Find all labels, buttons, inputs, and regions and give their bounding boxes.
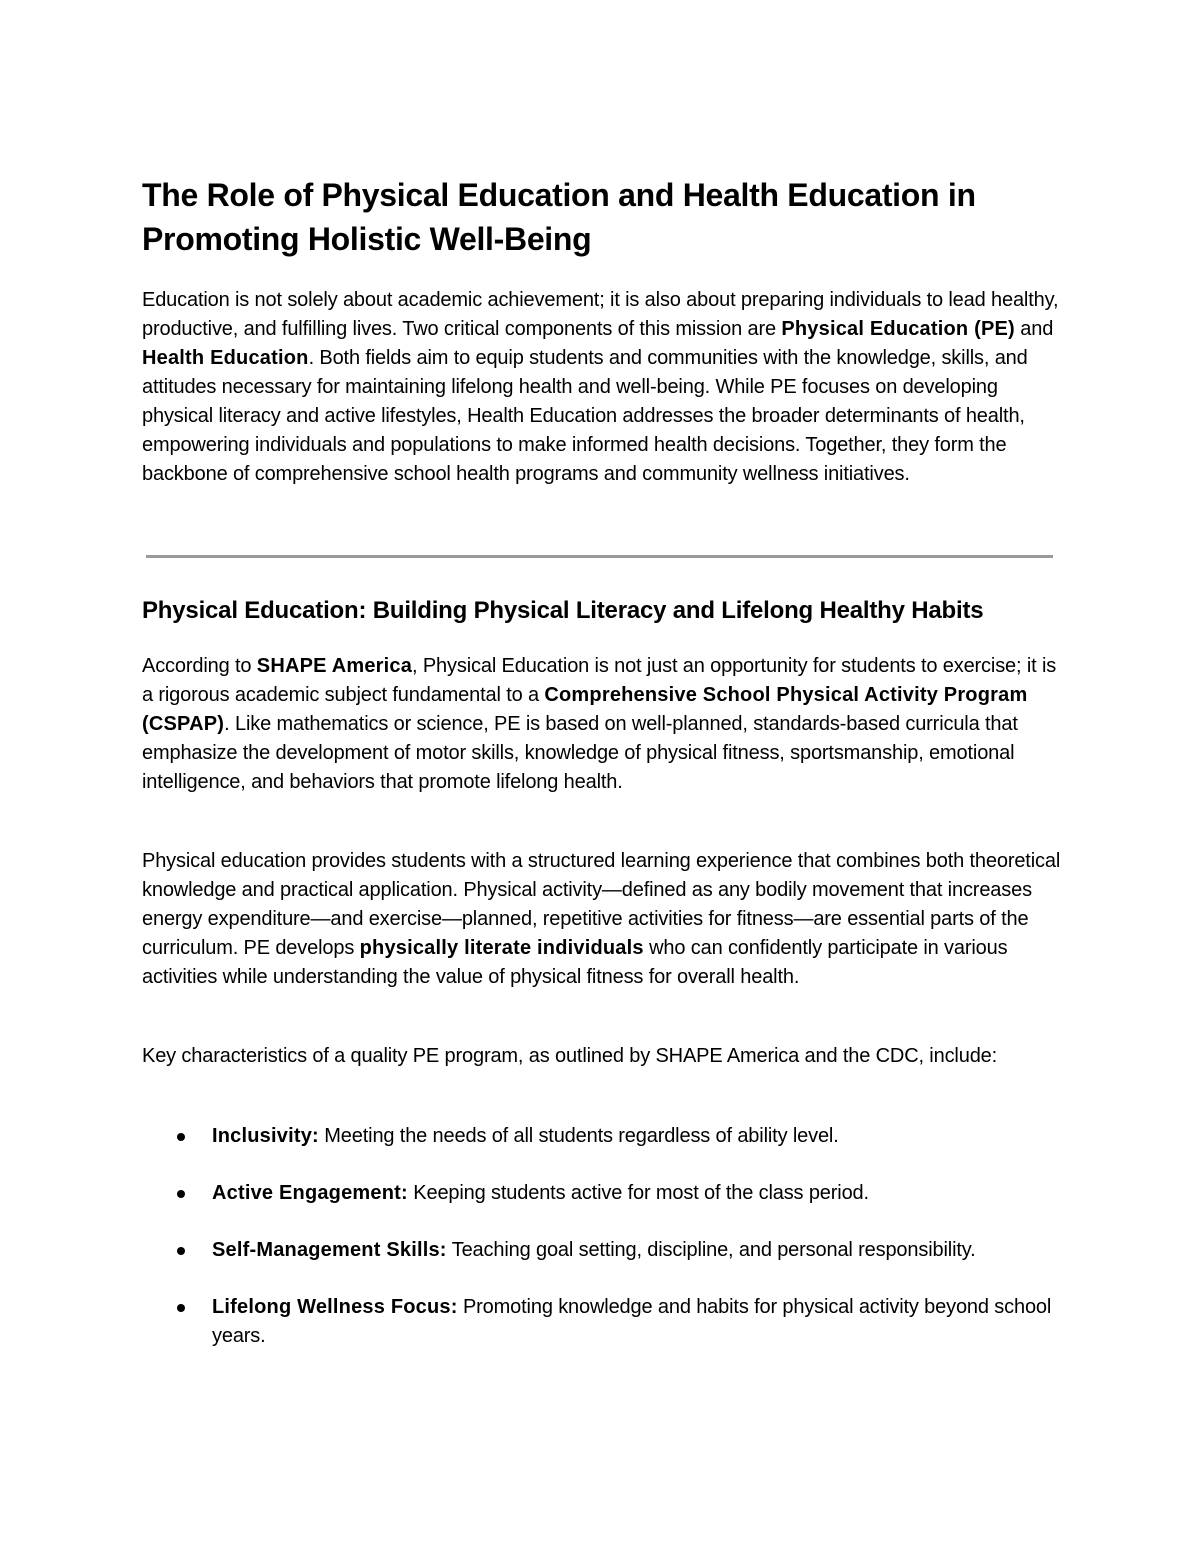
bullet-icon <box>177 1133 185 1141</box>
list-item-label: Inclusivity: <box>212 1125 319 1147</box>
list-item-text: Meeting the needs of all students regardless of ability level. <box>318 1125 839 1147</box>
bullet-icon <box>177 1190 185 1198</box>
p1-text-2: , Physical Education is not just an opportunity for students to exercise; it is a rigorous academic subject fundamental to a <box>142 655 1057 706</box>
p1-bold-cspap: Comprehensive School Physical Activity Program (CSPAP) <box>142 684 1028 735</box>
physical-activity-paragraph <box>142 847 1062 992</box>
horizontal-divider <box>146 555 1053 558</box>
p1-bold-shape-america: SHAPE America <box>256 655 413 677</box>
bullet-icon <box>177 1304 185 1312</box>
intro-text-2: and <box>1014 318 1054 340</box>
list-item <box>142 1236 1062 1265</box>
list-item-text: Teaching goal setting, discipline, and personal responsibility. <box>446 1239 976 1261</box>
list-item-text: Keeping students active for most of the class period. <box>407 1182 869 1204</box>
list-item-text: Promoting knowledge and habits for physical activity beyond school years. <box>212 1296 1052 1347</box>
list-item <box>142 1179 1062 1208</box>
p1-text-1: According to <box>142 655 257 677</box>
list-item-label: Self-Management Skills: <box>212 1239 447 1261</box>
intro-bold-health-education: Health Education <box>142 347 309 369</box>
p2-text-2: who can confidently participate in various activities while understanding the value of physical fitness for overall health. <box>142 937 1008 988</box>
intro-paragraph <box>142 286 1062 489</box>
list-item-label: Active Engagement: <box>212 1182 408 1204</box>
list-item <box>142 1122 1062 1151</box>
bullet-icon <box>177 1247 185 1255</box>
characteristics-list <box>142 1122 1062 1379</box>
shape-america-paragraph <box>142 652 1062 797</box>
key-characteristics-intro: Key characteristics of a quality PE program, as outlined by SHAPE America and the CDC, include: <box>142 1045 998 1067</box>
intro-text-3: . Both fields aim to equip students and communities with the knowledge, skills, and attitudes necessary for maintaining lifelong health and well-being. While PE focuses on developing physical literacy and active lifestyles, Health Education addresses the broader determinants of health, empowering individuals and populations to make informed health decisions. Together, they form the backbone of comprehensive school health programs and community wellness initiatives. <box>142 347 1028 485</box>
p1-text-3: . Like mathematics or science, PE is based on well-planned, standards-based curricula that emphasize the development of motor skills, knowledge of physical fitness, sportsmanship, emotional intelligence, and behaviors that promote lifelong health. <box>142 713 1018 793</box>
document-title: The Role of Physical Education and Health Education in Promoting Holistic Well-Being <box>142 177 976 257</box>
list-item-label: Lifelong Wellness Focus: <box>212 1296 458 1318</box>
p2-bold-physically-literate: physically literate individuals <box>359 937 644 959</box>
p2-text-1: Physical education provides students with a structured learning experience that combines both theoretical knowledge and practical application. Physical activity—defined as any bodily movement that increases energy expenditure—and exercise—planned, repetitive activities for fitness—are essential parts of the curriculum. PE develops <box>142 850 1061 959</box>
intro-text-1: Education is not solely about academic achievement; it is also about preparing individuals to lead healthy, productive, and fulfilling lives. Two critical components of this mission are <box>142 289 1059 340</box>
list-item <box>142 1293 1062 1351</box>
section-heading: Physical Education: Building Physical Literacy and Lifelong Healthy Habits <box>142 597 984 624</box>
intro-bold-pe: Physical Education (PE) <box>781 318 1015 340</box>
